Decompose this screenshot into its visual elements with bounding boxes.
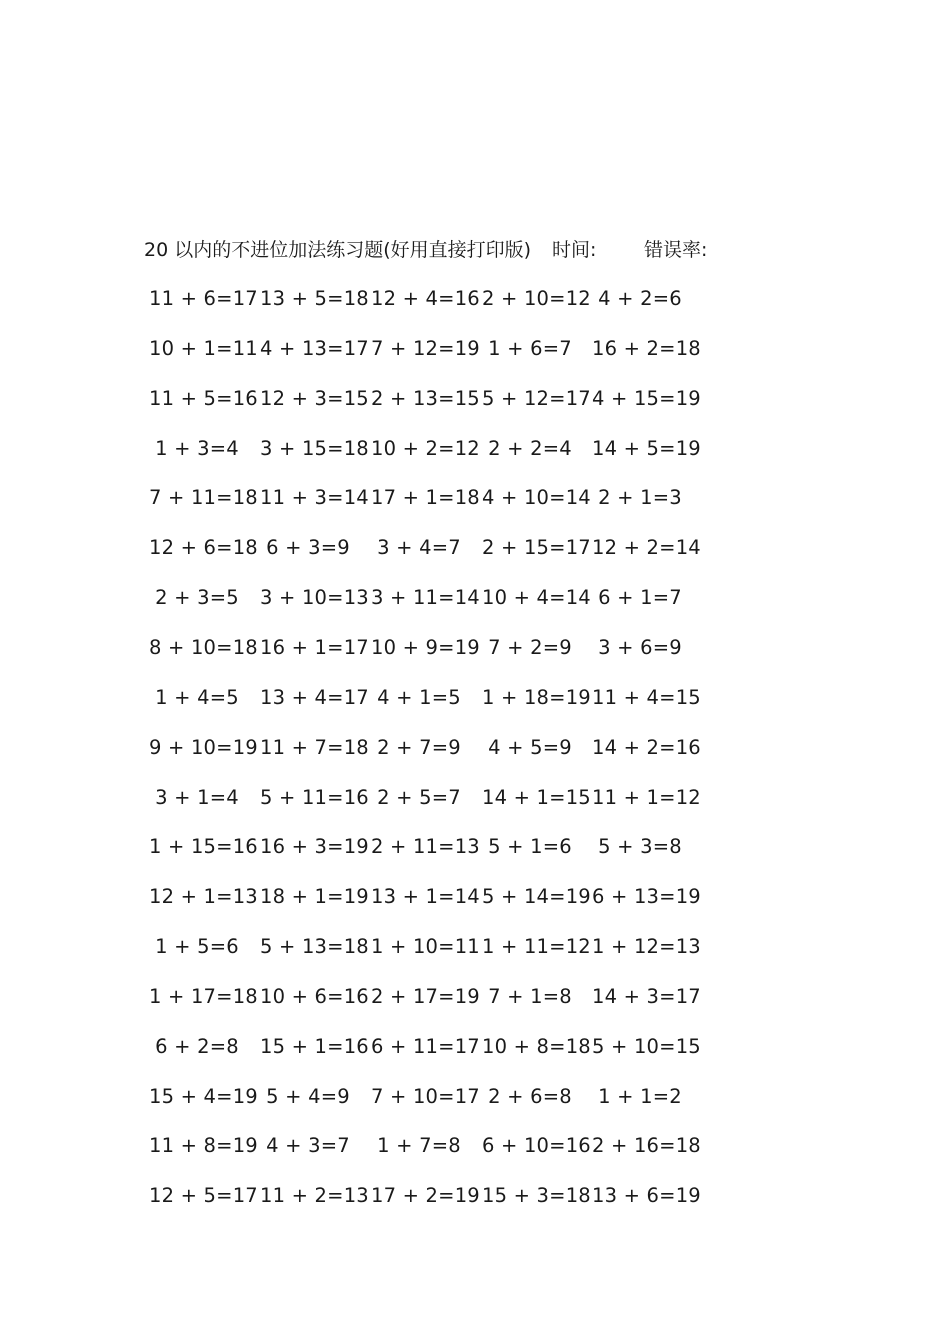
equation: 7 + 12=19	[371, 336, 480, 360]
equation: 11 + 4=15	[592, 685, 701, 709]
equation: 6 + 3=9	[266, 536, 350, 560]
equation: 1 + 15=16	[149, 835, 258, 859]
equation: 2 + 15=17	[482, 536, 591, 560]
equation: 5 + 12=17	[482, 386, 591, 410]
equation: 7 + 11=18	[149, 486, 258, 510]
equation: 18 + 1=19	[260, 885, 369, 909]
worksheet-header	[144, 236, 844, 264]
equation: 11 + 1=12	[592, 785, 701, 809]
equation: 13 + 4=17	[260, 685, 369, 709]
problem-row	[0, 1032, 950, 1062]
equation: 2 + 3=5	[155, 586, 239, 610]
equation: 17 + 1=18	[371, 486, 480, 510]
equation: 9 + 10=19	[149, 735, 258, 759]
equation: 6 + 11=17	[371, 1034, 480, 1058]
problem-row	[0, 932, 950, 962]
equation: 10 + 1=11	[149, 336, 258, 360]
problem-row	[0, 633, 950, 663]
equation: 3 + 1=4	[155, 785, 239, 809]
equation: 10 + 8=18	[482, 1034, 591, 1058]
equation: 16 + 2=18	[592, 336, 701, 360]
equation: 10 + 9=19	[371, 635, 480, 659]
equation: 15 + 1=16	[260, 1034, 369, 1058]
equation: 3 + 4=7	[377, 536, 461, 560]
equation: 5 + 14=19	[482, 885, 591, 909]
equation: 12 + 5=17	[149, 1184, 258, 1208]
problem-row	[0, 1131, 950, 1161]
equation: 4 + 2=6	[598, 287, 682, 310]
problem-row	[0, 284, 950, 314]
equation: 5 + 1=6	[488, 835, 572, 859]
equation: 3 + 15=18	[260, 436, 369, 460]
equation: 2 + 6=8	[488, 1084, 572, 1108]
equation: 13 + 1=14	[371, 885, 480, 909]
equation: 6 + 10=16	[482, 1134, 591, 1158]
equation: 5 + 3=8	[598, 835, 682, 859]
equation: 17 + 2=19	[371, 1184, 480, 1208]
equation: 15 + 3=18	[482, 1184, 591, 1208]
equation: 1 + 6=7	[488, 336, 572, 360]
equation: 4 + 10=14	[482, 486, 591, 510]
equation: 2 + 17=19	[371, 984, 480, 1008]
equation: 6 + 13=19	[592, 885, 701, 909]
equation: 13 + 5=18	[260, 287, 369, 310]
equation: 16 + 1=17	[260, 635, 369, 659]
equation: 16 + 3=19	[260, 835, 369, 859]
problem-row	[0, 1082, 950, 1112]
problem-row	[0, 384, 950, 414]
problem-row	[0, 583, 950, 613]
equation: 10 + 4=14	[482, 586, 591, 610]
equation: 5 + 13=18	[260, 935, 369, 959]
equation: 2 + 16=18	[592, 1134, 701, 1158]
problem-row	[0, 334, 950, 364]
equation: 5 + 10=15	[592, 1034, 701, 1058]
equation: 11 + 7=18	[260, 735, 369, 759]
equation: 11 + 5=16	[149, 386, 258, 410]
equation: 10 + 2=12	[371, 436, 480, 460]
equation: 1 + 4=5	[155, 685, 239, 709]
problem-row	[0, 832, 950, 862]
equation: 2 + 10=12	[482, 287, 591, 310]
problem-row	[0, 483, 950, 513]
equation: 11 + 2=13	[260, 1184, 369, 1208]
equation: 12 + 6=18	[149, 536, 258, 560]
equation: 1 + 10=11	[371, 935, 480, 959]
equation: 12 + 1=13	[149, 885, 258, 909]
equation: 1 + 7=8	[377, 1134, 461, 1158]
equation: 3 + 6=9	[598, 635, 682, 659]
equation: 7 + 1=8	[488, 984, 572, 1008]
equation: 3 + 11=14	[371, 586, 480, 610]
equation: 6 + 2=8	[155, 1034, 239, 1058]
equation: 14 + 1=15	[482, 785, 591, 809]
equation: 6 + 1=7	[598, 586, 682, 610]
equation: 12 + 3=15	[260, 386, 369, 410]
equation: 1 + 3=4	[155, 436, 239, 460]
equation: 3 + 10=13	[260, 586, 369, 610]
time-label: 时间:	[552, 239, 597, 261]
equation: 14 + 5=19	[592, 436, 701, 460]
equation: 2 + 1=3	[598, 486, 682, 510]
equation: 2 + 13=15	[371, 386, 480, 410]
equation: 15 + 4=19	[149, 1084, 258, 1108]
problem-row	[0, 1181, 950, 1211]
equation: 5 + 11=16	[260, 785, 369, 809]
equation: 7 + 10=17	[371, 1084, 480, 1108]
worksheet-title: 20 以内的不进位加法练习题(好用直接打印版)	[144, 239, 532, 261]
equation: 1 + 12=13	[592, 935, 701, 959]
equation: 10 + 6=16	[260, 984, 369, 1008]
equation: 4 + 5=9	[488, 735, 572, 759]
equation: 11 + 3=14	[260, 486, 369, 510]
equation: 4 + 1=5	[377, 685, 461, 709]
equation: 1 + 18=19	[482, 685, 591, 709]
equation: 1 + 11=12	[482, 935, 591, 959]
problem-row	[0, 733, 950, 763]
equation: 11 + 6=17	[149, 287, 258, 310]
problem-row	[0, 434, 950, 464]
equation: 12 + 2=14	[592, 536, 701, 560]
equation: 1 + 17=18	[149, 984, 258, 1008]
equation: 7 + 2=9	[488, 635, 572, 659]
problem-row	[0, 982, 950, 1012]
equation: 2 + 5=7	[377, 785, 461, 809]
equation: 14 + 2=16	[592, 735, 701, 759]
equation: 8 + 10=18	[149, 635, 258, 659]
problem-row	[0, 882, 950, 912]
problem-row	[0, 533, 950, 563]
equation: 2 + 2=4	[488, 436, 572, 460]
equation: 11 + 8=19	[149, 1134, 258, 1158]
equation: 4 + 3=7	[266, 1134, 350, 1158]
equation: 4 + 13=17	[260, 336, 369, 360]
equation: 12 + 4=16	[371, 287, 480, 310]
problem-row	[0, 783, 950, 813]
equation: 14 + 3=17	[592, 984, 701, 1008]
error-rate-label: 错误率:	[644, 239, 708, 261]
equation: 5 + 4=9	[266, 1084, 350, 1108]
equation: 1 + 1=2	[598, 1084, 682, 1108]
equation: 2 + 11=13	[371, 835, 480, 859]
equation: 4 + 15=19	[592, 386, 701, 410]
equation: 1 + 5=6	[155, 935, 239, 959]
problem-row	[0, 683, 950, 713]
equation: 2 + 7=9	[377, 735, 461, 759]
equation: 13 + 6=19	[592, 1184, 701, 1208]
